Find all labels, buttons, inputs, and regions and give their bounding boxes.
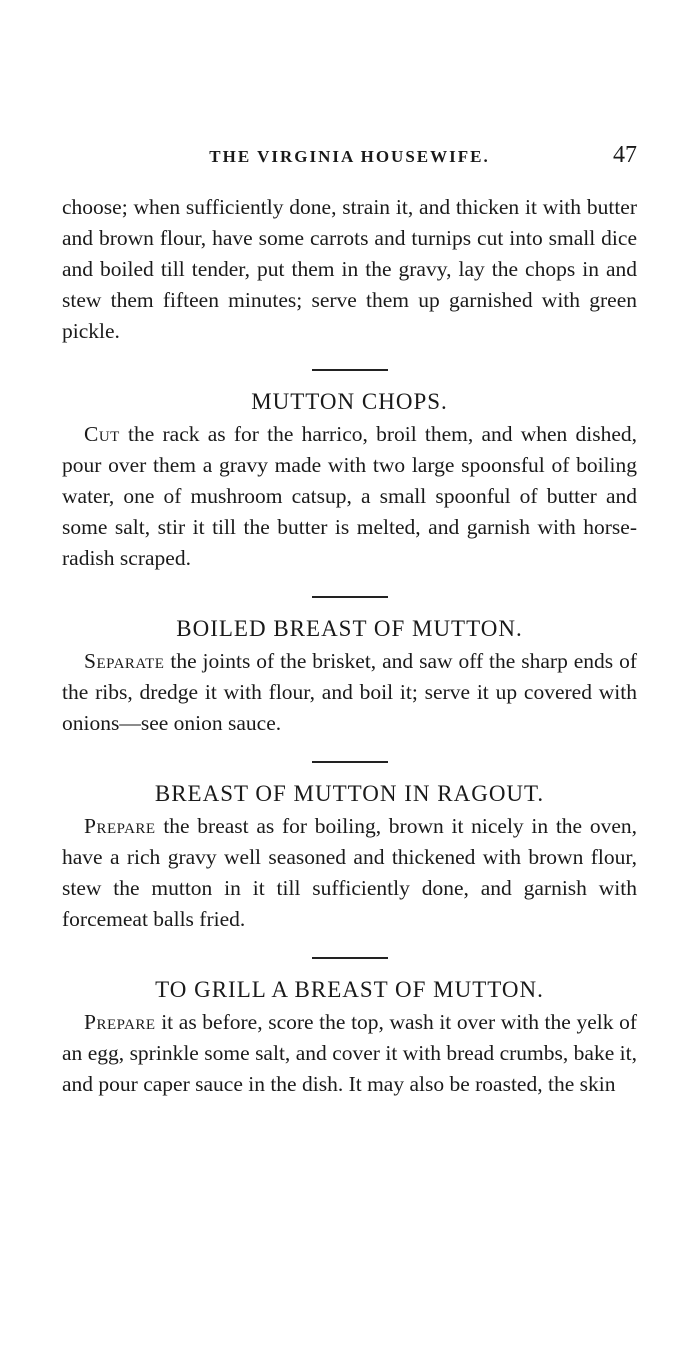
section-divider [312,957,388,959]
body-text: the joints of the brisket, and saw off the sharp ends of the ribs, dredge it with flour, and boil it; serve it up covered with onions—see onion sauce. [62,649,637,735]
section-divider [312,761,388,763]
section-heading-boiled-breast: BOILED BREAST OF MUTTON. [176,616,523,641]
lead-word: Cut [84,422,120,446]
section-divider [312,596,388,598]
page-number: 47 [613,142,637,168]
section-heading-mutton-chops: MUTTON CHOPS. [251,389,448,414]
running-title: THE VIRGINIA HOUSEWIFE. [209,147,490,166]
lead-word: Prepare [84,1010,156,1034]
lead-word: Prepare [84,814,156,838]
section-heading-grill-breast: TO GRILL A BREAST OF MUTTON. [155,977,544,1002]
book-page [62,142,637,1100]
section-body-boiled-breast [62,646,637,739]
body-text: it as before, score the top, wash it over with the yelk of an egg, sprinkle some salt, and cover it with bread crumbs, bake it, and pour caper sauce in the dish. It may also be roasted, the skin [62,1010,637,1096]
section-body-breast-ragout [62,811,637,935]
intro-paragraph: choose; when sufficiently done, strain it, and thicken it with butter and brown flour, have some carrots and turnips cut into small dice and boiled till tender, put them in the gravy, lay the chops in and stew them fifteen minutes; serve them up garnished with green pickle. [62,195,637,343]
section-body-mutton-chops [62,419,637,574]
running-head [62,142,637,186]
body-text: the rack as for the harrico, broil them, and when dished, pour over them a gravy made with two large spoonsful of boiling water, one of mushroom catsup, a small spoonful of butter and some salt, stir it till the butter is melted, and garnish with horse-radish scraped. [62,422,637,570]
body-text: the breast as for boiling, brown it nicely in the oven, have a rich gravy well seasoned and thickened with brown flour, stew the mutton in it till sufficiently done, and garnish with forcemeat balls fried. [62,814,637,931]
section-divider [312,369,388,371]
lead-word: Separate [84,649,165,673]
section-heading-breast-ragout: BREAST OF MUTTON IN RAGOUT. [154,781,545,806]
section-body-grill-breast [62,1007,637,1100]
